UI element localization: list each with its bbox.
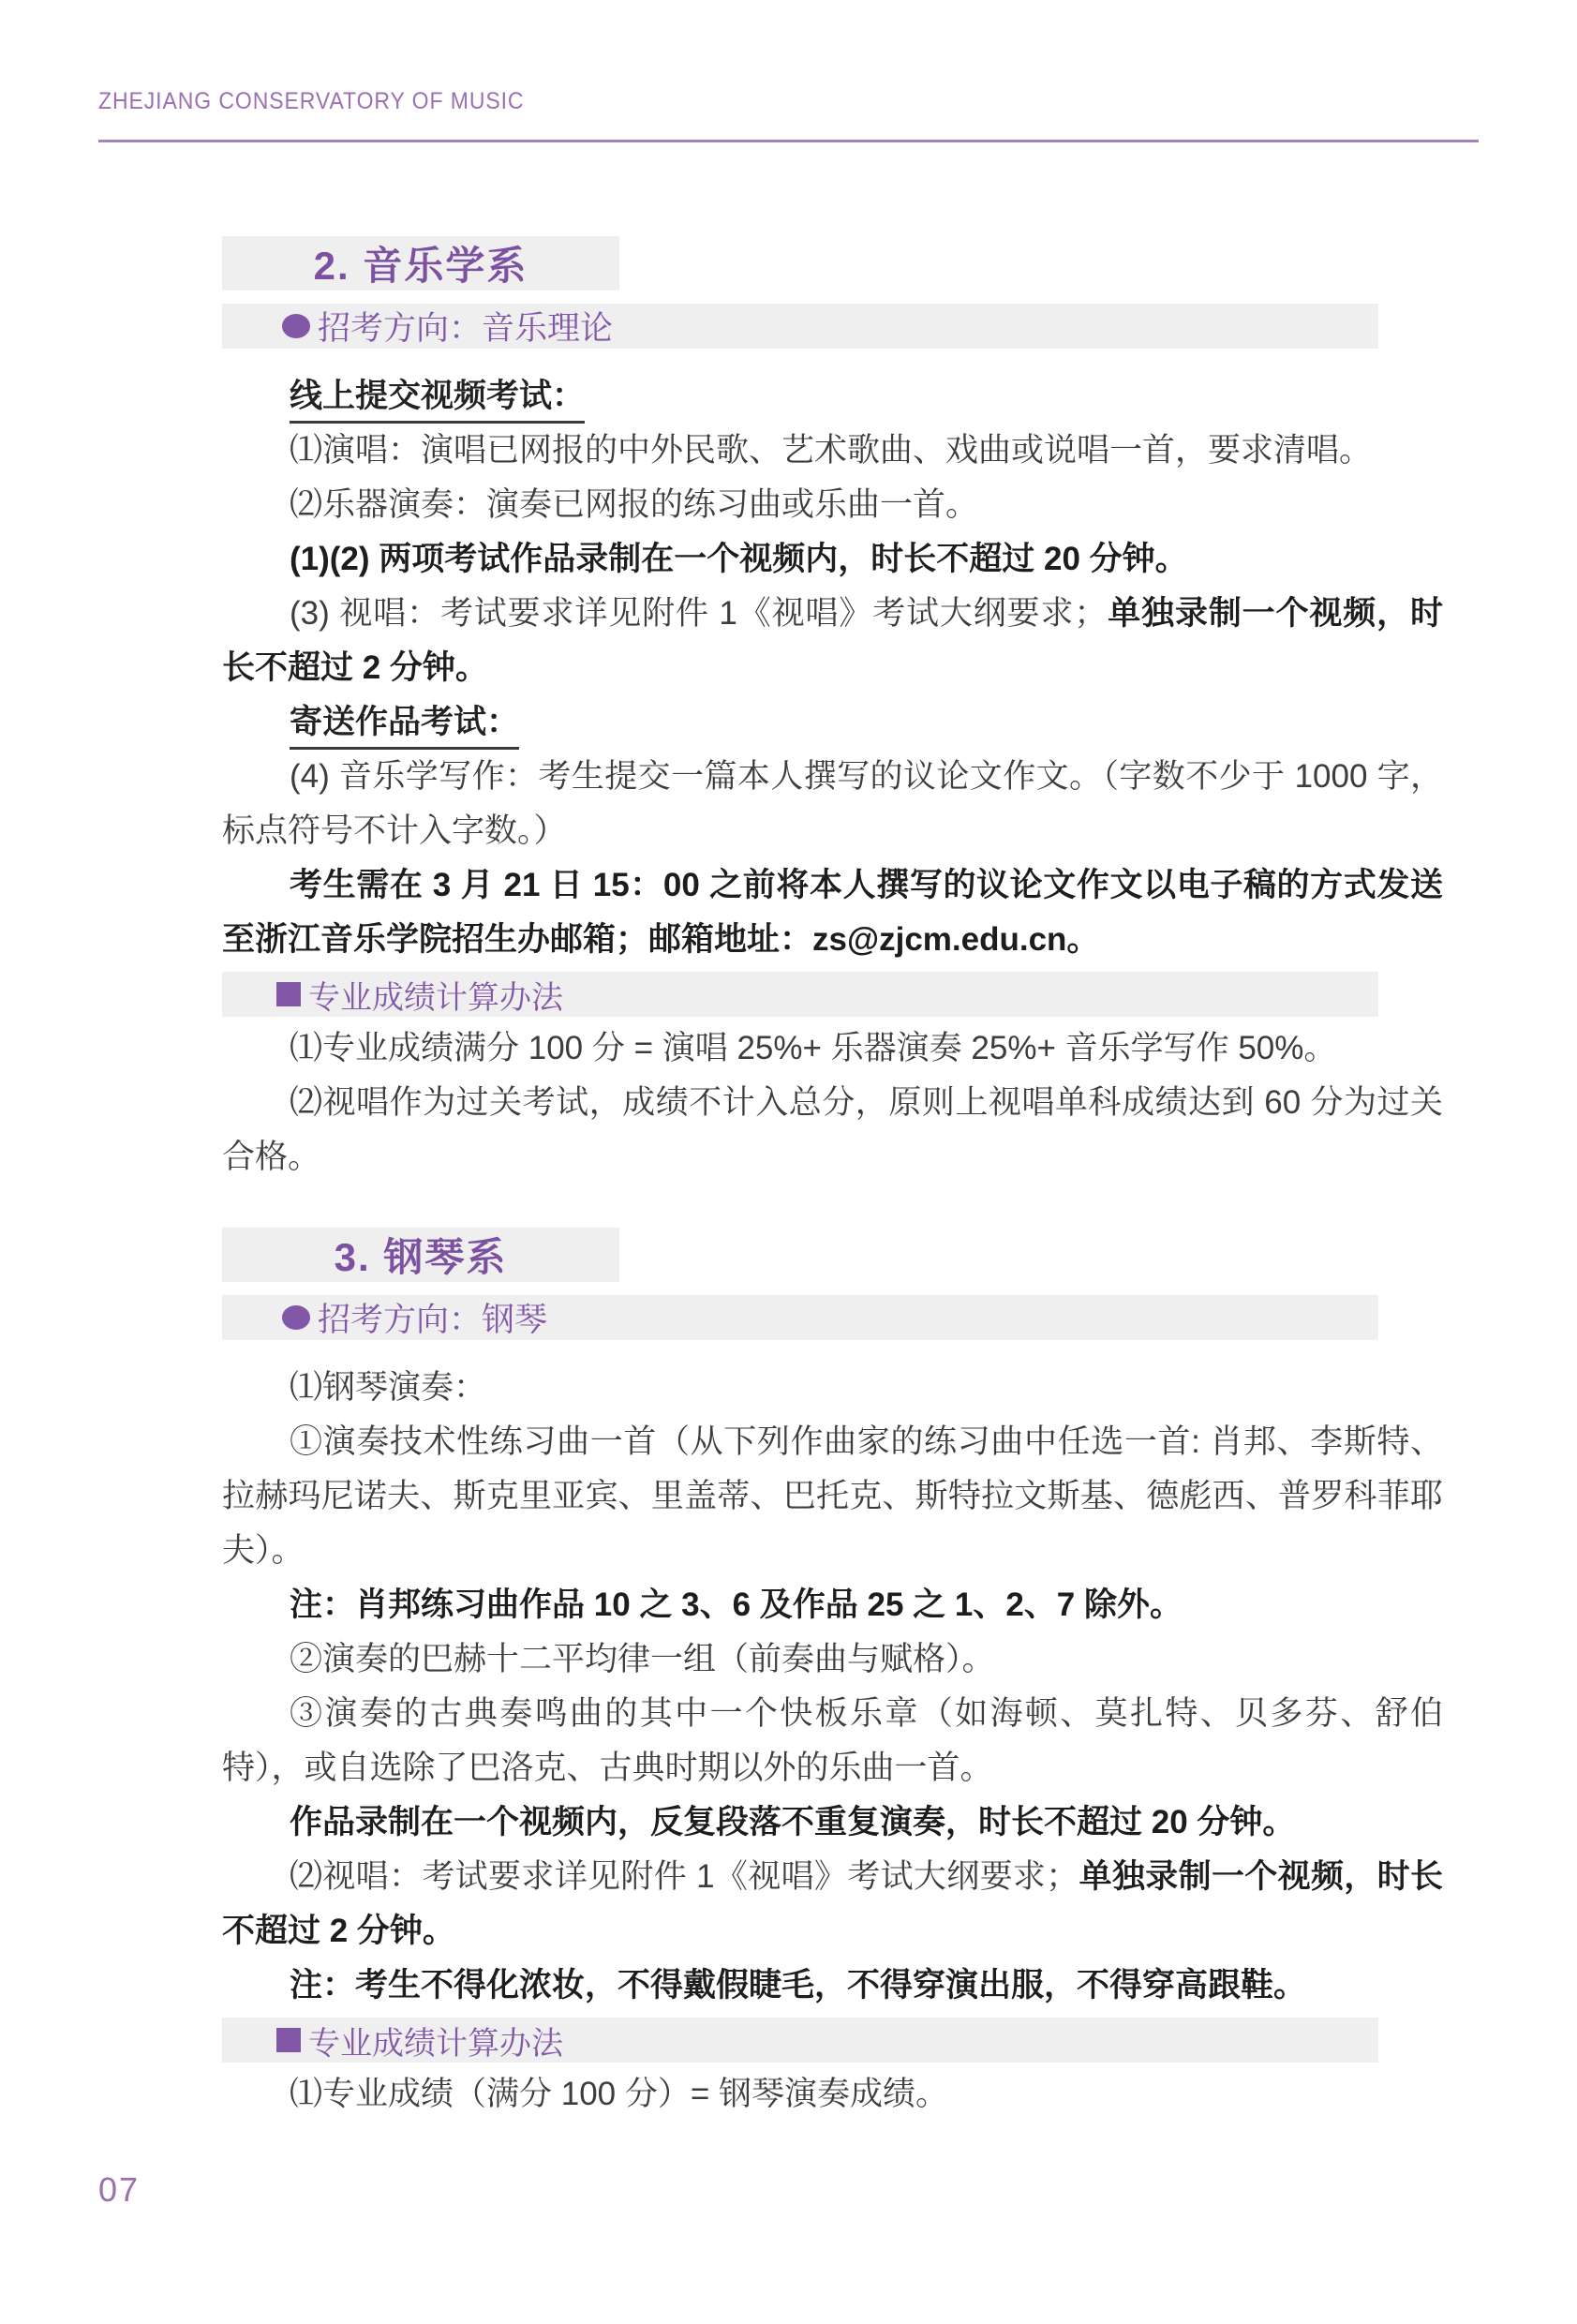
header-rule (98, 140, 1479, 142)
underline-heading-text: 线上提交视频考试： (290, 378, 585, 424)
text-run: ⑴钢琴演奏： (290, 1369, 487, 1406)
paragraph (222, 478, 1443, 532)
text-run: ③演奏的古典奏鸣曲的其中一个快板乐章（如海顿、莫扎特、贝多芬、舒伯特），或自选除了巴洛克、古典时期以外的乐曲一首。 (222, 1695, 1443, 1786)
underline-heading (222, 369, 1443, 424)
section-title[interactable]: 2. 音乐学系 (222, 236, 619, 290)
square-marker-icon (276, 2028, 301, 2052)
direction-label: 招考方向：音乐理论 (318, 310, 614, 347)
paragraph (222, 424, 1443, 478)
direction-label: 招考方向：钢琴 (318, 1302, 548, 1338)
underline-heading (222, 695, 1443, 750)
section (222, 236, 1443, 1184)
text-run: 作品录制在一个视频内，反复段落不重复演奏，时长不超过 20 分钟。 (290, 1804, 1296, 1840)
method-bar-label: 专业成绩计算办法 (308, 979, 563, 1016)
text-run: 注：考生不得化浓妆，不得戴假睫毛，不得穿演出服，不得穿高跟鞋。 (290, 1967, 1307, 2004)
bullet-circle-icon (282, 1305, 310, 1330)
bullet-circle-icon (282, 314, 310, 338)
paragraph (222, 1415, 1443, 1578)
page-header-title: ZHEJIANG CONSERVATORY OF MUSIC (98, 88, 525, 114)
sections (222, 236, 1443, 2122)
method-bar (222, 972, 1378, 1017)
method-bar-label: 专业成绩计算办法 (308, 2025, 563, 2062)
paragraph (222, 1021, 1443, 1076)
text-run: ⑵视唱：考试要求详见附件 1《视唱》考试大纲要求； (290, 1858, 1079, 1895)
paragraph (222, 1795, 1443, 1850)
text-run: 单独录制一个视频，时长不超过 2 分钟。 (222, 595, 1443, 686)
paragraph (222, 1687, 1443, 1795)
text-run: ⑴专业成绩（满分 100 分）= 钢琴演奏成绩。 (290, 2076, 949, 2112)
text-run: 考生需在 3 月 21 日 15：00 之前将本人撰写的议论文作文以电子稿的方式发送至浙江音乐学院招生办邮箱；邮箱地址：zs@zjcm.edu.cn。 (222, 867, 1443, 958)
section-body (222, 369, 1443, 1184)
direction-bar (222, 304, 1378, 349)
text-run: ⑴演唱：演唱已网报的中外民歌、艺术歌曲、戏曲或说唱一首，要求清唱。 (290, 432, 1373, 469)
text-run: (3) 视唱：考试要求详见附件 1《视唱》考试大纲要求； (290, 595, 1108, 632)
method-bar (222, 2018, 1378, 2063)
paragraph (222, 587, 1443, 695)
text-run: ⑵视唱作为过关考试，成绩不计入总分，原则上视唱单科成绩达到 60 分为过关合格。 (222, 1084, 1443, 1175)
direction-bar (222, 1295, 1378, 1340)
paragraph (222, 2067, 1443, 2122)
text-run: ①演奏技术性练习曲一首（从下列作曲家的练习曲中任选一首: 肖邦、李斯特、拉赫玛尼诺夫、斯克里亚宾、里盖蒂、巴托克、斯特拉文斯基、德彪西、普罗科菲耶夫）。 (222, 1423, 1443, 1569)
paragraph (222, 1850, 1443, 1959)
underline-heading-text: 寄送作品考试： (290, 704, 519, 750)
paragraph (222, 1959, 1443, 2013)
page-number: 07 (98, 2170, 141, 2209)
text-run: ⑴专业成绩满分 100 分 = 演唱 25%+ 乐器演奏 25%+ 音乐学写作 50%。 (290, 1030, 1337, 1066)
section-body (222, 1361, 1443, 2122)
text-run: 单独录制一个视频，时长不超过 2 分钟。 (222, 1858, 1443, 1949)
paragraph (222, 1578, 1443, 1632)
paragraph (222, 1076, 1443, 1184)
text-run: 注：肖邦练习曲作品 10 之 3、6 及作品 25 之 1、2、7 除外。 (290, 1587, 1183, 1623)
paragraph (222, 858, 1443, 967)
square-marker-icon (276, 982, 301, 1006)
paragraph (222, 1632, 1443, 1687)
paragraph (222, 1361, 1443, 1415)
text-run: (4) 音乐学写作：考生提交一篇本人撰写的议论文作文。（字数不少于 1000 字，标点符号不计入字数。） (222, 758, 1443, 849)
text-run: ②演奏的巴赫十二平均律一组（前奏曲与赋格）。 (290, 1641, 995, 1677)
paragraph (222, 750, 1443, 858)
section-title[interactable]: 3. 钢琴系 (222, 1228, 619, 1282)
text-run: ⑵乐器演奏：演奏已网报的练习曲或乐曲一首。 (290, 486, 979, 523)
paragraph (222, 532, 1443, 587)
section (222, 1228, 1443, 2122)
text-run: (1)(2) 两项考试作品录制在一个视频内，时长不超过 20 分钟。 (290, 541, 1188, 577)
